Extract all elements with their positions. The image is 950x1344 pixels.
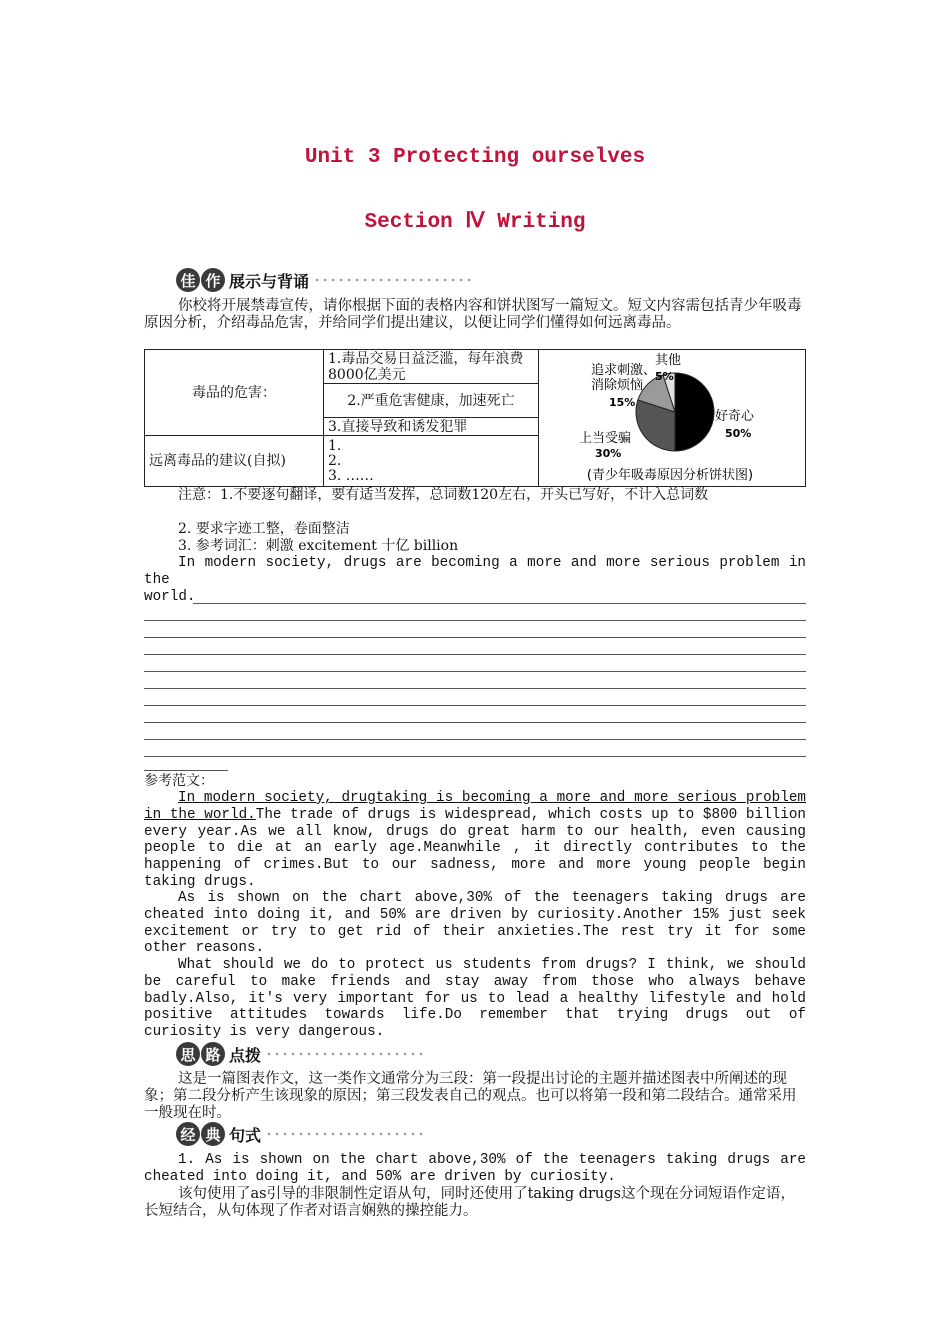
- sample-p1-rest: The trade of drugs is widespread, which costs up to $800 billion every year.As we all know, drugs do great harm to our health, even causing people to die at an early age.Meanwhile , it directly contributes to the happening of crimes.But to our sadness, more and more young people begin taking drugs.: [144, 806, 806, 890]
- divider: [144, 770, 228, 771]
- sample-paragraph-2: As is shown on the chart above,30% of the teenagers taking drugs are cheated into doing it, and 50% are driven by curiosity.Another 15% just seek excitement or try to get rid of their anxieties.The rest try it for some other reasons.: [144, 890, 806, 957]
- badge-char: 作: [201, 268, 225, 292]
- page-title: Unit 3 Protecting ourselves: [304, 146, 646, 169]
- label-excitement-a: 追求刺激、: [591, 363, 657, 378]
- harm-item-3: 3.直接导致和诱发犯罪: [324, 418, 539, 436]
- pie-chart-cell: [539, 350, 806, 487]
- label-cheated-pct: 30%: [595, 447, 622, 460]
- sample-paragraph-3: What should we do to protect us students from drugs? I think, we should be careful to make friends and stay away from those who always behave badly.Also, it's very important for us to lead a healthy lifestyle and hold positive attitudes towards life.Do remember that trying drugs out of curiosity is very dangerous.: [144, 957, 806, 1041]
- harm-label: 毒品的危害：: [145, 350, 324, 436]
- pie-slice-0: [675, 373, 714, 451]
- task-description: 你校将开展禁毒宣传，请你根据下面的表格内容和饼状图写一篇短文。短文内容需包括青少年吸毒原因分析，介绍毒品危害，并给同学们提出建议，以便让同学们懂得如何远离毒品。: [144, 298, 802, 331]
- label-excitement-pct: 15%: [609, 396, 636, 409]
- label-excitement-b: 消除烦恼: [591, 378, 644, 393]
- badge-char: 思: [176, 1042, 200, 1066]
- writing-line: [144, 654, 806, 655]
- header-text: 句式: [229, 1125, 262, 1145]
- sample-label: 参考范文：: [144, 773, 214, 789]
- label-curiosity: 好奇心: [715, 409, 755, 424]
- section-header-tips: [176, 1042, 425, 1066]
- note-3: 3. 参考词汇：刺激 excitement 十亿 billion: [178, 538, 459, 554]
- badge-char: 佳: [176, 268, 200, 292]
- classic-note-1: 该句使用了as引导的非限制性定语从句，同时还使用了taking drugs这个现在分词短语作定语，长短结合，从句体现了作者对语言娴熟的操控能力。: [144, 1186, 795, 1219]
- writing-line: [144, 722, 806, 723]
- writing-line: [144, 671, 806, 672]
- suggestion-1: 1.: [328, 437, 342, 454]
- dotted-rule: [313, 277, 473, 283]
- writing-line: [144, 705, 806, 706]
- pie-slices: [636, 373, 714, 451]
- chart-caption: (青少年吸毒原因分析饼状图): [586, 468, 754, 483]
- note-1: 注意：1.不要逐句翻译，要有适当发挥，总词数120左右，开头已写好，不计入总词数: [178, 487, 709, 503]
- badge-char: 经: [176, 1122, 200, 1146]
- info-table: [144, 349, 806, 487]
- dotted-rule: [265, 1051, 425, 1057]
- dotted-rule: [265, 1131, 425, 1137]
- suggestion-2: 2.: [328, 452, 342, 469]
- opening-sentence: In modern society, drugs are becoming a more and more serious problem in the: [144, 555, 806, 588]
- sample-opening: In modern society, drugtaking is becoming a more and more serious problem in the world.: [144, 790, 806, 823]
- classic-sentence-1: 1. As is shown on the chart above,30% of the teenagers taking drugs are cheated into doing it, and 50% are driven by curiosity.: [144, 1152, 806, 1185]
- label-curiosity-pct: 50%: [725, 427, 752, 440]
- sample-paragraph-1: [144, 790, 806, 891]
- label-other-pct: 5%: [655, 370, 674, 383]
- suggestion-3: 3. ……: [328, 467, 374, 484]
- section-header-showcase: [176, 268, 473, 292]
- writing-line: [144, 620, 806, 621]
- label-other: 其他: [655, 353, 682, 368]
- section-header-classic: [176, 1122, 425, 1146]
- writing-line: [144, 756, 806, 757]
- harm-item-1: 1.毒品交易日益泛滥，每年浪费8000亿美元: [324, 350, 539, 384]
- header-text: 点拨: [229, 1045, 262, 1065]
- note-2: 2. 要求字迹工整，卷面整洁: [178, 521, 350, 537]
- harm-item-2: 2.严重危害健康，加速死亡: [324, 384, 539, 418]
- opening-end: world.: [144, 589, 196, 605]
- writing-line: [193, 603, 806, 604]
- writing-line: [144, 688, 806, 689]
- tips-text: 这是一篇图表作文，这一类作文通常分为三段：第一段提出讨论的主题并描述图表中所阐述的现象；第二段分析产生该现象的原因；第三段发表自己的观点。也可以将第一段和第二段结合。通常采用一般现在时。: [144, 1071, 797, 1121]
- writing-line: [144, 739, 806, 740]
- pie-chart: [539, 350, 801, 486]
- section-title: Section Ⅳ Writing: [364, 211, 586, 234]
- writing-line: [144, 637, 806, 638]
- header-text: 展示与背诵: [229, 271, 310, 291]
- label-cheated: 上当受骗: [579, 431, 632, 446]
- badge-char: 路: [201, 1042, 225, 1066]
- badge-char: 典: [201, 1122, 225, 1146]
- suggestion-label: 远离毒品的建议(自拟): [145, 436, 324, 487]
